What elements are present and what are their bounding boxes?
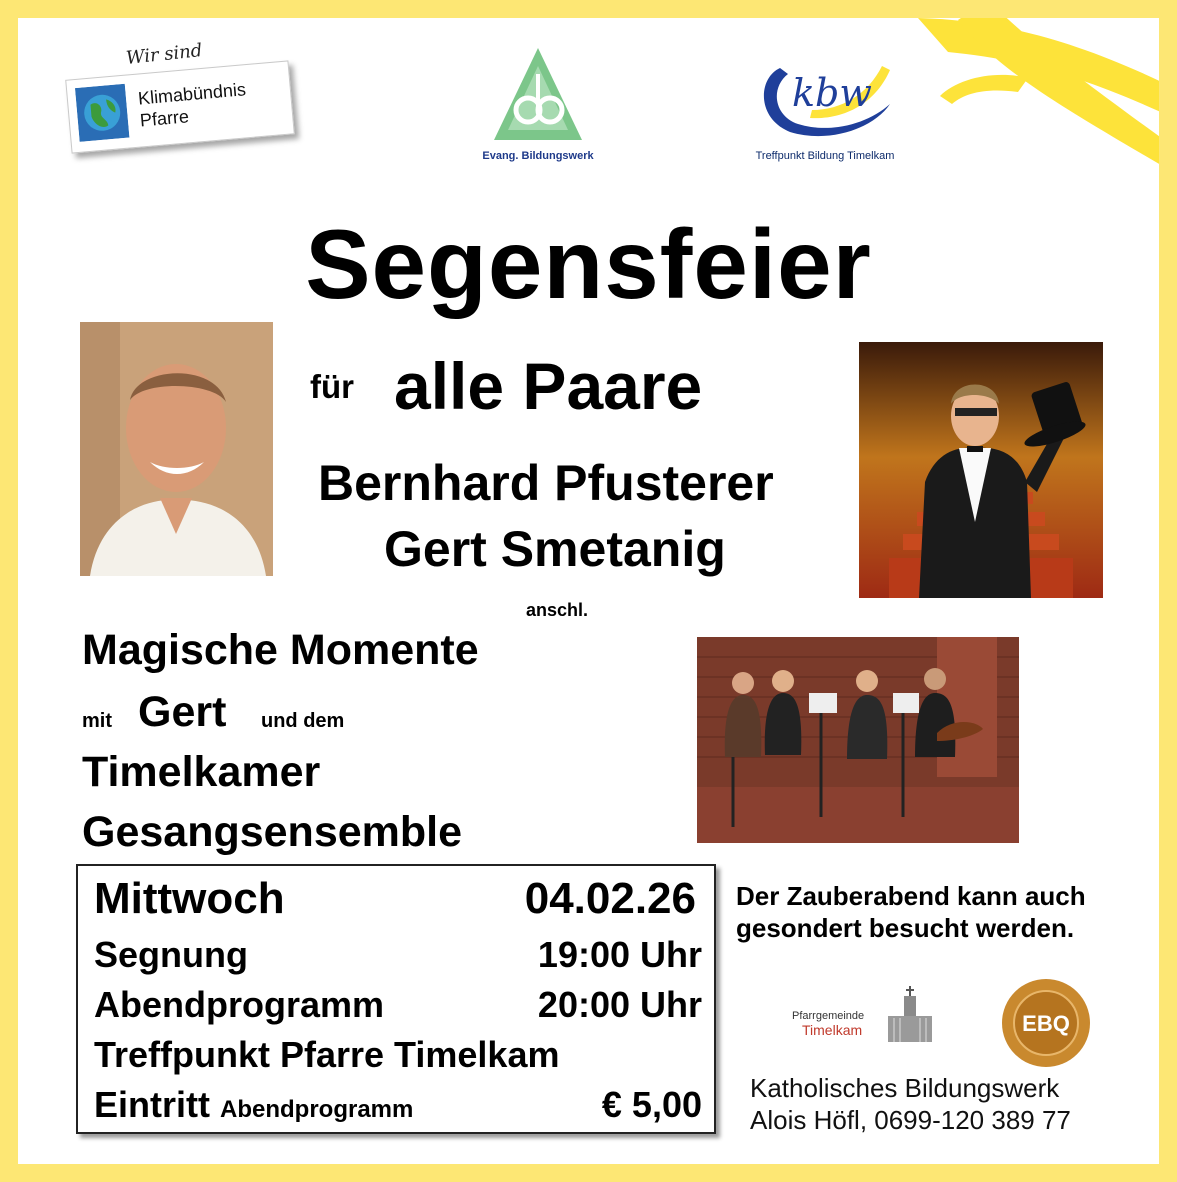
church-icon xyxy=(888,986,932,1042)
klima-line1: Klimabündnis xyxy=(137,79,247,109)
yellow-ribbon-decoration xyxy=(878,0,1177,220)
presenter-name-1: Bernhard Pfusterer xyxy=(318,455,774,511)
abendprogramm-time: 20:00 Uhr xyxy=(537,984,702,1025)
kbw-logo xyxy=(740,48,910,168)
segnung-time: 19:00 Uhr xyxy=(537,934,702,975)
venue-row xyxy=(94,1034,702,1076)
performer-gert: Gert xyxy=(138,688,227,736)
ensemble-name-line1: Timelkamer xyxy=(82,748,321,796)
segnung-label: Segnung xyxy=(94,934,248,975)
und-dem-label: und dem xyxy=(261,710,345,732)
ebq-seal-logo xyxy=(1001,978,1091,1068)
pfarrgemeinde-timelkam-logo xyxy=(792,986,932,1046)
anschl-label: anschl. xyxy=(526,600,589,620)
photo-bernhard-pfusterer xyxy=(80,322,273,576)
eintritt-sub: Abendprogramm xyxy=(220,1096,414,1123)
zauberabend-note: Der Zauberabend kann auch gesondert besucht werden. xyxy=(736,881,1086,943)
kbw-swoosh-icon xyxy=(750,48,900,144)
fuer-label: für xyxy=(310,368,354,405)
eintritt-label: Eintritt xyxy=(94,1084,210,1125)
kbw-caption: Treffpunkt Bildung Timelkam xyxy=(755,150,895,162)
svg-text:kbw: kbw xyxy=(792,71,872,115)
abendprogramm-row xyxy=(94,984,702,1026)
pfarr-line1: Pfarrgemeinde xyxy=(792,1010,865,1022)
eb-caption: Evang. Bildungswerk xyxy=(482,150,594,162)
ensemble-name-line2: Gesangsensemble xyxy=(82,808,463,856)
date-row xyxy=(94,874,702,924)
abendprogramm-label: Abendprogramm xyxy=(94,984,385,1025)
venue: Treffpunkt Pfarre Timelkam xyxy=(94,1034,560,1075)
klimabuendnis-name xyxy=(137,78,248,131)
mit-label: mit xyxy=(82,710,112,732)
program-title: Magische Momente xyxy=(82,626,479,674)
segnung-row xyxy=(94,934,702,976)
globe-icon xyxy=(75,84,130,142)
klima-tagline: Wir sind xyxy=(125,40,204,69)
contact-block xyxy=(750,1072,1071,1136)
poster-title: Segensfeier xyxy=(305,209,872,319)
eintritt-row xyxy=(94,1084,702,1126)
evang-bildungswerk-logo xyxy=(468,44,608,164)
event-details-box xyxy=(76,864,716,1134)
event-date: 04.02.26 xyxy=(524,874,696,923)
contact-person: Alois Höfl, 0699-120 389 77 xyxy=(750,1105,1071,1135)
eintritt-price: € 5,00 xyxy=(601,1084,702,1125)
audience-label: alle Paare xyxy=(394,349,703,423)
klimabuendnis-logo xyxy=(65,60,295,153)
klima-line2: Pfarre xyxy=(139,106,190,131)
ebq-mark: EBQ xyxy=(1022,1011,1070,1036)
contact-org: Katholisches Bildungswerk xyxy=(750,1073,1060,1103)
photo-gesangsensemble xyxy=(697,637,1019,843)
weekday: Mittwoch xyxy=(94,874,285,923)
presenter-name-2: Gert Smetanig xyxy=(384,521,726,577)
pfarr-line2: Timelkam xyxy=(802,1022,863,1038)
eb-triangle-icon xyxy=(490,44,586,144)
photo-gert-smetanig xyxy=(859,342,1103,598)
